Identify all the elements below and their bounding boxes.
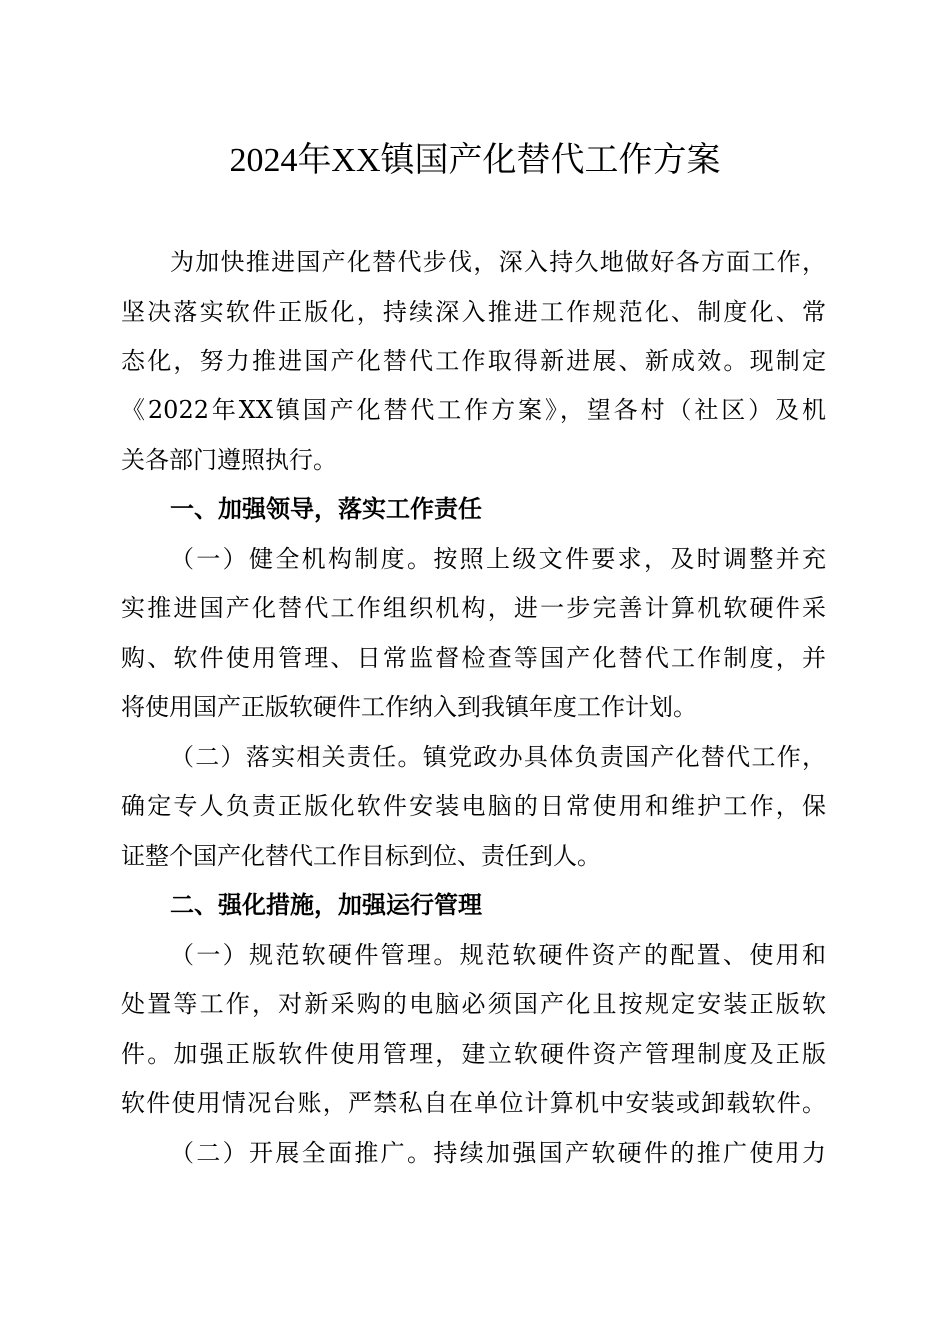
paragraph-line: 将使用国产正版软硬件工作纳入到我镇年度工作计划。 (121, 693, 697, 721)
paragraph-line: 购、软件使用管理、日常监督检查等国产化替代工作制度，并 (121, 644, 826, 672)
section-heading-1: 一、加强领导，落实工作责任 (170, 495, 482, 523)
paragraph-line: 件。加强正版软件使用管理，建立软硬件资产管理制度及正版 (121, 1040, 826, 1068)
section-heading-2: 二、强化措施，加强运行管理 (170, 891, 482, 919)
paragraph-line: （一）健全机构制度。按照上级文件要求，及时调整并充 (170, 545, 826, 573)
paragraph-line: （二）落实相关责任。镇党政办具体负责国产化替代工作， (170, 743, 826, 771)
paragraph-line: 实推进国产化替代工作组织机构，进一步完善计算机软硬件采 (121, 594, 826, 622)
intro-line: 为加快推进国产化替代步伐，深入持久地做好各方面工作， (170, 248, 826, 276)
paragraph-line: 证整个国产化替代工作目标到位、责任到人。 (121, 842, 601, 870)
intro-line: 态化，努力推进国产化替代工作取得新进展、新成效。现制定 (121, 347, 826, 375)
intro-line: 关各部门遵照执行。 (121, 446, 337, 474)
document-title: 2024年XX镇国产化替代工作方案 (229, 142, 721, 179)
intro-line: 坚决落实软件正版化，持续深入推进工作规范化、制度化、常 (121, 298, 826, 326)
paragraph-line: 软件使用情况台账，严禁私自在单位计算机中安装或卸载软件。 (121, 1089, 826, 1117)
paragraph-line: （二）开展全面推广。持续加强国产软硬件的推广使用力 (170, 1139, 826, 1167)
paragraph-line: （一）规范软硬件管理。规范软硬件资产的配置、使用和 (170, 941, 826, 969)
paragraph-line: 确定专人负责正版化软件安装电脑的日常使用和维护工作，保 (121, 792, 826, 820)
intro-line: 《2022年XX镇国产化替代工作方案》，望各村（社区）及机 (121, 396, 826, 424)
paragraph-line: 处置等工作，对新采购的电脑必须国产化且按规定安装正版软 (121, 990, 826, 1018)
